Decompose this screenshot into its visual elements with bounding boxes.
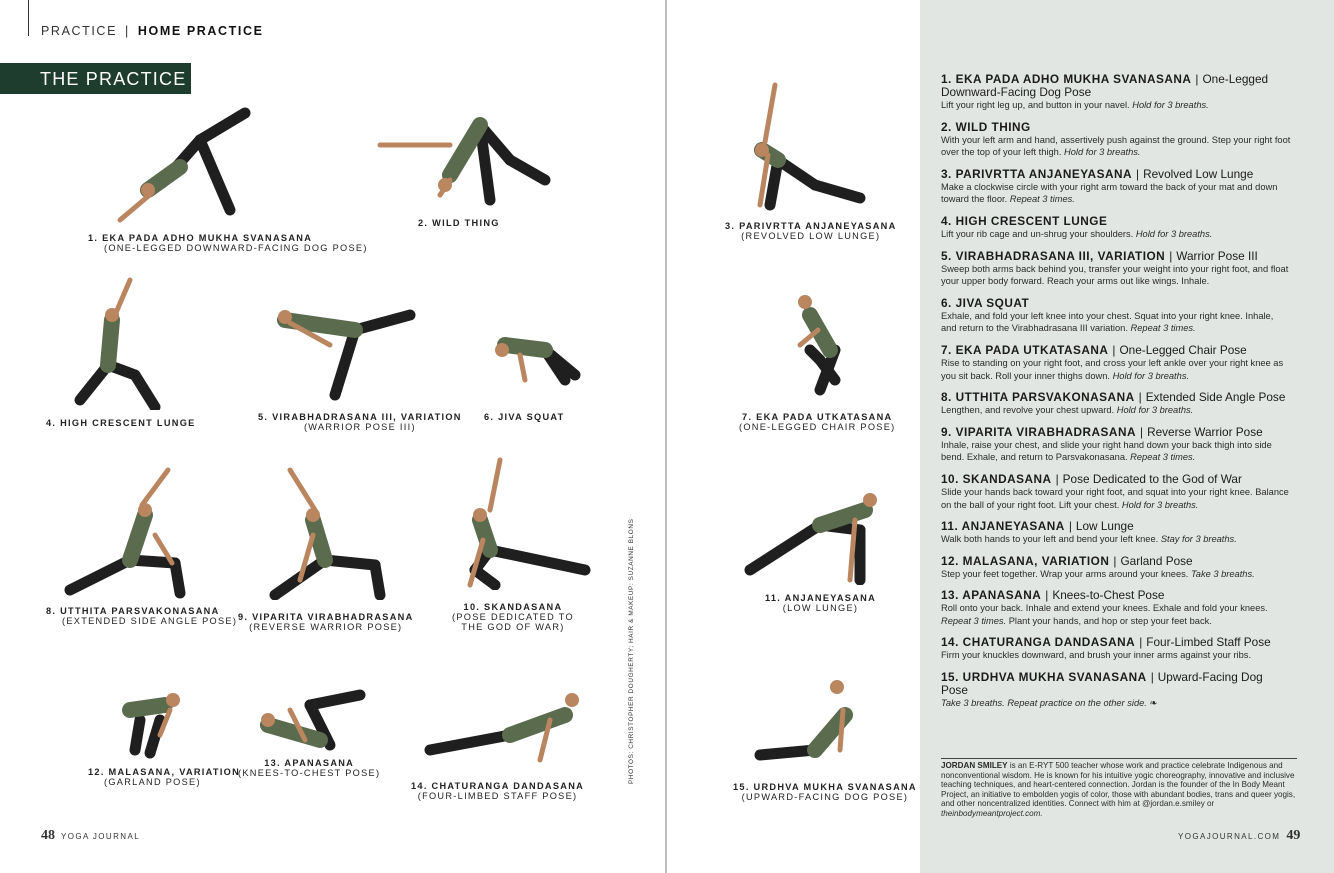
pose-photo-15 — [745, 675, 870, 770]
step-heading — [941, 636, 1291, 649]
step-heading — [941, 391, 1291, 404]
head — [138, 503, 152, 517]
head — [863, 493, 877, 507]
step-heading — [941, 250, 1291, 263]
step-heading — [941, 520, 1291, 533]
top-rule — [28, 0, 29, 36]
leg — [510, 160, 545, 180]
arm — [115, 280, 130, 315]
pose-caption-english: (LOW LUNGE) — [782, 603, 859, 613]
leg — [70, 560, 130, 590]
step-divider: | — [1112, 342, 1116, 357]
step-heading — [941, 555, 1291, 568]
step-text: Walk both hands to your left and bend your left knee. — [941, 534, 1161, 545]
leg — [135, 375, 155, 407]
step-hold: Hold for 3 breaths. — [1064, 147, 1141, 158]
pose-caption-title: 15. URDHVA MUKHA SVANASANA — [733, 782, 917, 792]
step-instruction — [941, 602, 1291, 627]
step-instruction — [941, 486, 1291, 511]
pose-caption-title: 6. JIVA SQUAT — [484, 412, 565, 422]
leg — [475, 570, 495, 585]
step-heading — [941, 589, 1291, 602]
pose-photo-14 — [410, 690, 590, 770]
folio-right — [1178, 828, 1306, 844]
step-title: 6. JIVA SQUAT — [941, 295, 1030, 310]
author-bio — [941, 761, 1297, 818]
step-divider: | — [1055, 471, 1059, 486]
arm — [120, 193, 152, 220]
pose-caption-title: 5. VIRABHADRASANA III, VARIATION — [258, 412, 462, 422]
step-title: 2. WILD THING — [941, 119, 1031, 134]
pose-caption-english-2: THE GOD OF WAR) — [461, 622, 565, 632]
step-english-name: Low Lunge — [1075, 519, 1134, 534]
step-item — [941, 520, 1291, 546]
pose-caption-title: 3. PARIVRTTA ANJANEYASANA — [725, 221, 897, 231]
step-text: Exhale, and fold your left knee into your chest. Squat into your right knee. Inhale, and return to the Virabhadrasana III variation. — [941, 310, 1274, 334]
step-instruction — [941, 404, 1291, 417]
pose-caption-english: (GARLAND POSE) — [104, 777, 201, 787]
step-list — [941, 73, 1291, 719]
pose-caption-title: 8. UTTHITA PARSVAKONASANA — [46, 606, 220, 616]
step-heading — [941, 671, 1291, 697]
leg — [375, 565, 380, 595]
lotus-end-icon: ❧ — [1146, 698, 1158, 709]
step-hold: Repeat 3 times. — [1130, 452, 1196, 463]
head — [141, 183, 155, 197]
head — [473, 508, 487, 522]
pose-caption-english: (ONE-LEGGED CHAIR POSE) — [739, 422, 896, 432]
bio-text: is an E-RYT 500 teacher whose work and practice celebrate Indigenous and nonconventional wisdom. He is known for his intuitive yogic choreography, innovative and inclusive teaching techniques, and heart-centered connection. Jordan is the founder of the In Body Meant Project, an initiative to embolden yogis of color, those with abundant bodies, trans and queer yogis, and other noncentralized identities. Connect with him at @jordan.e.smiley or — [941, 761, 1296, 808]
arm — [840, 710, 843, 750]
head — [830, 680, 844, 694]
step-english-name: One-Legged Downward-Facing Dog Pose — [941, 72, 1269, 99]
step-hold: Hold for 3 breaths. — [1112, 370, 1190, 381]
head — [798, 295, 812, 309]
step-item — [941, 555, 1291, 581]
step-title: 14. CHATURANGA DANDASANA — [941, 635, 1136, 650]
pose-photo-13 — [250, 685, 370, 755]
pose-photo-10 — [455, 455, 600, 590]
step-text: With your left arm and hand, assertively push against the ground. Step your right foot over the top of your left thigh. — [941, 134, 1291, 158]
pose-caption-title: 2. WILD THING — [418, 218, 500, 228]
leg — [310, 695, 360, 705]
head — [306, 508, 320, 522]
step-instruction — [941, 568, 1291, 581]
step-divider: | — [1045, 588, 1049, 603]
step-item — [941, 168, 1291, 206]
step-instruction — [941, 228, 1291, 241]
step-heading — [941, 344, 1291, 357]
pose-caption-title: 10. SKANDASANA — [463, 602, 563, 612]
pose-caption-9 — [238, 612, 414, 632]
step-instruction — [941, 533, 1291, 546]
arm — [290, 470, 315, 510]
subsection-label: HOME PRACTICE — [137, 24, 264, 38]
step-heading — [941, 215, 1291, 228]
arm — [520, 355, 525, 380]
step-title: 4. HIGH CRESCENT LUNGE — [941, 213, 1108, 228]
pose-caption-title: 7. EKA PADA UTKATASANA — [742, 412, 893, 422]
step-hold: Repeat 3 times. — [1130, 323, 1196, 334]
step-hold: Take 3 breaths. Repeat practice on the other side. — [941, 698, 1147, 709]
pose-caption-english: (POSE DEDICATED TO — [452, 612, 574, 622]
pose-caption-english: (KNEES-TO-CHEST POSE) — [238, 768, 381, 778]
step-english-name: Revolved Low Lunge — [1143, 166, 1254, 181]
head — [755, 143, 769, 157]
leg — [200, 140, 230, 210]
step-instruction — [941, 649, 1291, 662]
pose-caption-3 — [725, 221, 897, 241]
step-text: Rise to standing on your right foot, and cross your left ankle over your right knee as you sit back. Roll your inner thighs down. — [941, 357, 1284, 381]
bio-rule — [941, 758, 1297, 759]
magazine-url: YOGAJOURNAL.COM — [1178, 832, 1281, 841]
pose-caption-7 — [739, 412, 896, 432]
torso — [313, 520, 325, 560]
step-divider: | — [1068, 519, 1072, 534]
step-divider: | — [1140, 424, 1144, 439]
step-english-name: Knees-to-Chest Pose — [1052, 588, 1165, 603]
pose-photo-7 — [790, 290, 860, 400]
leg — [175, 563, 180, 593]
leg — [335, 330, 355, 395]
pose-caption-title: 11. ANJANEYASANA — [765, 593, 877, 603]
pose-caption-8 — [46, 606, 237, 626]
pose-caption-14 — [411, 781, 584, 801]
pose-photo-2 — [370, 100, 565, 210]
step-heading — [941, 473, 1291, 486]
step-title: 7. EKA PADA UTKATASANA — [941, 342, 1109, 357]
step-title: 11. ANJANEYASANA — [941, 519, 1065, 534]
step-text: Lift your rib cage and un-shrug your shoulders. — [941, 228, 1136, 239]
pose-photo-11 — [740, 485, 890, 585]
step-divider: | — [1138, 390, 1142, 405]
pose-caption-title: 1. EKA PADA ADHO MUKHA SVANASANA — [88, 233, 313, 243]
step-instruction — [941, 99, 1291, 112]
step-hold: Repeat 3 times. — [1009, 194, 1075, 205]
step-item — [941, 589, 1291, 627]
pose-photo-5 — [270, 305, 420, 405]
pose-caption-15 — [733, 782, 917, 802]
pose-caption-title: 14. CHATURANGA DANDASANA — [411, 781, 585, 791]
step-instruction — [941, 439, 1291, 464]
step-divider: | — [1113, 553, 1117, 568]
step-text: Inhale, raise your chest, and slide your right hand down your back thigh into side bend. Exhale, and return to Parsvakonasana. — [941, 439, 1272, 463]
step-english-name: Warrior Pose III — [1176, 248, 1258, 263]
leg — [135, 720, 140, 750]
step-hold: Stay for 3 breaths. — [1160, 534, 1237, 545]
step-text: Lift your right leg up, and button in your navel. — [941, 100, 1133, 110]
step-text: Slide your hands back toward your right foot, and squat into your right knee. Balance on the ball of your right foot. Lift your chest. — [941, 486, 1289, 510]
pose-caption-10 — [452, 602, 574, 632]
torso — [108, 320, 112, 365]
bio-link: theinbodymeantproject.com. — [941, 808, 1043, 818]
pose-photo-8 — [60, 465, 190, 600]
step-item — [941, 297, 1291, 335]
pose-caption-english: (WARRIOR POSE III) — [303, 422, 416, 432]
step-english-name: One-Legged Chair Pose — [1119, 342, 1247, 357]
page-number-left: 48 — [41, 828, 55, 843]
step-divider: | — [1139, 635, 1143, 650]
leg — [810, 350, 820, 360]
step-text: Make a clockwise circle with your right arm toward the back of your mat and down toward the floor. — [941, 181, 1278, 205]
step-instruction — [941, 357, 1291, 382]
pose-caption-4 — [46, 418, 196, 428]
head — [105, 308, 119, 322]
leg — [430, 735, 510, 750]
step-divider: | — [1150, 670, 1154, 685]
torso — [450, 125, 480, 175]
step-english-name: Garland Pose — [1120, 553, 1193, 568]
step-title: 12. MALASANA, VARIATION — [941, 553, 1110, 568]
step-item — [941, 215, 1291, 241]
torso — [510, 715, 565, 735]
leg — [200, 113, 245, 140]
page-number-right: 49 — [1286, 828, 1301, 843]
torso — [130, 705, 165, 710]
step-title: 15. URDHVA MUKHA SVANASANA — [941, 670, 1147, 685]
step-item — [941, 250, 1291, 288]
step-title: 1. EKA PADA ADHO MUKHA SVANASANA — [941, 72, 1192, 86]
pose-photo-4 — [60, 275, 170, 410]
leg — [750, 525, 820, 570]
pose-caption-title: 13. APANASANA — [264, 758, 355, 768]
step-hold: Hold for 3 breaths. — [1121, 499, 1199, 510]
pose-photo-3 — [740, 80, 870, 215]
pose-caption-english: (REVOLVED LOW LUNGE) — [741, 231, 881, 241]
pose-caption-title: 9. VIPARITA VIRABHADRASANA — [238, 612, 414, 622]
bio-name: JORDAN SMILEY — [941, 761, 1008, 770]
step-title: 8. UTTHITA PARSVAKONASANA — [941, 390, 1135, 405]
step-text: Step your feet together. Wrap your arms around your knees. — [941, 568, 1191, 579]
step-english-name: Upward-Facing Dog Pose — [941, 670, 1263, 698]
step-divider: | — [1169, 248, 1173, 263]
section-header: PRACTICE | HOME PRACTICE — [41, 24, 264, 38]
step-instruction — [941, 697, 1291, 710]
step-hold: Hold for 3 breaths. — [1132, 100, 1209, 110]
leg — [760, 750, 815, 755]
step-heading — [941, 121, 1291, 134]
pose-caption-6 — [484, 412, 565, 422]
pose-photo-1 — [100, 95, 270, 230]
leg — [815, 185, 860, 198]
pose-caption-title: 4. HIGH CRESCENT LUNGE — [46, 418, 196, 428]
pose-caption-english: (FOUR-LIMBED STAFF POSE) — [417, 791, 578, 801]
step-instruction — [941, 181, 1291, 206]
head — [261, 713, 275, 727]
torso — [820, 510, 865, 525]
step-english-name: Pose Dedicated to the God of War — [1062, 471, 1242, 486]
step-title: 10. SKANDASANA — [941, 471, 1052, 486]
step-english-name: Reverse Warrior Pose — [1147, 424, 1263, 439]
pose-caption-5 — [258, 412, 462, 432]
step-heading — [941, 297, 1291, 310]
step-item — [941, 73, 1291, 112]
step-item — [941, 473, 1291, 511]
step-heading — [941, 73, 1291, 99]
step-item — [941, 121, 1291, 159]
pose-caption-11 — [765, 593, 876, 613]
pose-photo-12 — [105, 685, 195, 760]
step-instruction — [941, 134, 1291, 159]
step-item — [941, 426, 1291, 464]
step-text: Firm your knuckles downward, and brush your inner arms against your ribs. — [941, 650, 1252, 661]
torso — [268, 725, 320, 740]
photo-credit: PHOTOS: CHRISTOPHER DOUGHERTY; HAIR & MAKEUP: SUZANNE BLONS — [628, 518, 635, 784]
pose-caption-english: (EXTENDED SIDE ANGLE POSE) — [62, 616, 238, 626]
pose-caption-2 — [418, 218, 500, 228]
pose-photo-9 — [265, 465, 395, 600]
practice-banner: THE PRACTICE — [0, 63, 191, 94]
step-divider: | — [1136, 166, 1140, 181]
pose-caption-english: (ONE-LEGGED DOWNWARD-FACING DOG POSE) — [104, 243, 368, 253]
step-item — [941, 344, 1291, 382]
arm — [765, 85, 775, 142]
step-english-name: Four-Limbed Staff Pose — [1146, 635, 1271, 650]
pose-caption-13 — [238, 758, 380, 778]
arm — [142, 470, 168, 505]
folio-left — [41, 828, 140, 844]
torso — [505, 345, 545, 350]
step-hold: Hold for 3 breaths. — [1116, 405, 1194, 416]
magazine-name: YOGA JOURNAL — [61, 832, 141, 841]
head — [565, 693, 579, 707]
step-item — [941, 391, 1291, 417]
step-english-name: Extended Side Angle Pose — [1145, 390, 1286, 405]
pose-photo-6 — [490, 320, 585, 400]
head — [166, 693, 180, 707]
step-hold: Take 3 breaths. — [1190, 568, 1255, 579]
head — [278, 310, 292, 324]
leg — [490, 550, 585, 570]
step-item — [941, 636, 1291, 662]
step-instruction — [941, 263, 1291, 288]
leg — [355, 315, 410, 330]
arm — [490, 460, 500, 510]
pose-caption-english: (UPWARD-FACING DOG POSE) — [741, 792, 909, 802]
step-text: Roll onto your back. Inhale and extend your knees. Exhale and fold your knees. — [941, 603, 1268, 614]
step-title: 5. VIRABHADRASANA III, VARIATION — [941, 248, 1166, 263]
head — [438, 178, 452, 192]
pose-caption-english: (REVERSE WARRIOR POSE) — [249, 622, 403, 632]
section-label: PRACTICE — [41, 24, 118, 38]
step-text-2: Plant your hands, and hop or step your feet back. — [1006, 615, 1212, 626]
step-text: Sweep both arms back behind you, transfer your weight into your right foot, and float your upper body forward. Reach your arms out like wings. Inhale. — [941, 263, 1289, 287]
step-hold: Repeat 3 times. — [941, 615, 1007, 626]
step-title: 9. VIPARITA VIRABHADRASANA — [941, 424, 1136, 439]
step-title: 3. PARIVRTTA ANJANEYASANA — [941, 166, 1133, 181]
pose-caption-12 — [88, 767, 240, 787]
step-instruction — [941, 310, 1291, 335]
torso — [130, 515, 145, 560]
pose-caption-title: 12. MALASANA, VARIATION — [88, 767, 241, 777]
step-hold: Hold for 3 breaths. — [1135, 228, 1213, 239]
step-title: 13. APANASANA — [941, 588, 1042, 603]
step-text: Lengthen, and revolve your chest upward. — [941, 405, 1117, 416]
step-heading — [941, 426, 1291, 439]
step-divider: | — [1195, 72, 1199, 86]
head — [495, 343, 509, 357]
pose-caption-1 — [88, 233, 368, 253]
step-item — [941, 671, 1291, 710]
step-heading — [941, 168, 1291, 181]
